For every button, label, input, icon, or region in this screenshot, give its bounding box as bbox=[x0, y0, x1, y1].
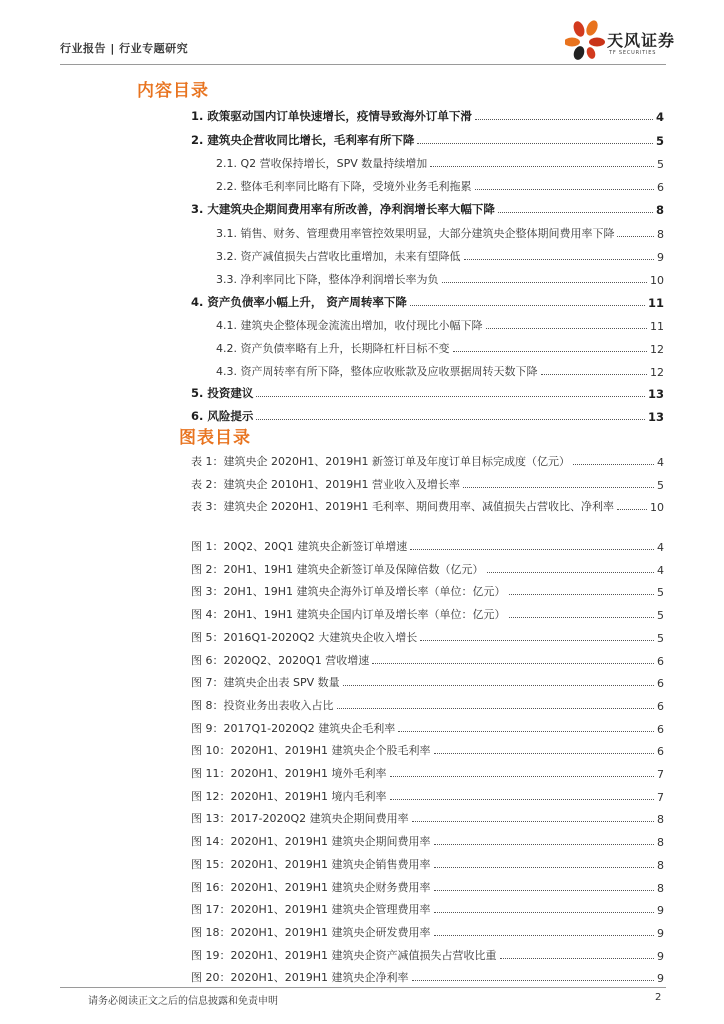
logo-text-en: TF SECURITIES bbox=[609, 50, 657, 56]
entry-page-number: 8 bbox=[655, 203, 664, 217]
dot-leader bbox=[617, 236, 654, 237]
entry-page-number: 6 bbox=[657, 723, 664, 736]
dot-leader bbox=[463, 487, 654, 488]
entry-page-number: 7 bbox=[657, 791, 664, 804]
company-logo bbox=[565, 20, 675, 60]
figure-entry[interactable] bbox=[191, 806, 664, 826]
dot-leader bbox=[486, 328, 648, 329]
toc-entry[interactable] bbox=[216, 267, 664, 287]
entry-page-number: 6 bbox=[657, 181, 664, 194]
entry-label: 图 14：2020H1、2019H1 建筑央企期间费用率 bbox=[191, 835, 431, 848]
dot-leader bbox=[417, 143, 653, 144]
dot-leader bbox=[434, 844, 654, 845]
figure-entry[interactable] bbox=[191, 761, 664, 781]
entry-label: 图 19：2020H1、2019H1 建筑央企资产减值损失占营收比重 bbox=[191, 949, 497, 962]
toc-entry[interactable] bbox=[216, 174, 664, 194]
dot-leader bbox=[410, 549, 654, 550]
toc-entry[interactable] bbox=[191, 381, 664, 401]
toc-entry[interactable] bbox=[191, 197, 664, 217]
entry-page-number: 13 bbox=[647, 410, 664, 424]
dot-leader bbox=[434, 753, 654, 754]
figure-entry[interactable] bbox=[191, 670, 664, 690]
dot-leader bbox=[541, 374, 648, 375]
dot-leader bbox=[434, 912, 654, 913]
entry-page-number: 4 bbox=[655, 110, 664, 124]
entry-label: 4. 资产负债率小幅上升， 资产周转率下降 bbox=[191, 295, 407, 309]
entry-label: 6. 风险提示 bbox=[191, 409, 254, 423]
footer-divider bbox=[60, 987, 666, 988]
dot-leader bbox=[434, 890, 654, 891]
entry-label: 图 10：2020H1、2019H1 建筑央企个股毛利率 bbox=[191, 744, 431, 757]
dot-leader bbox=[475, 119, 653, 120]
figures-title: 图表目录 bbox=[179, 428, 251, 448]
toc-entry[interactable] bbox=[191, 128, 664, 148]
entry-label: 图 8：投资业务出表收入占比 bbox=[191, 699, 334, 712]
entry-page-number: 11 bbox=[647, 296, 664, 310]
dot-leader bbox=[434, 867, 654, 868]
entry-label: 图 13：2017-2020Q2 建筑央企期间费用率 bbox=[191, 812, 409, 825]
figure-entry[interactable] bbox=[191, 449, 664, 469]
entry-label: 5. 投资建议 bbox=[191, 386, 254, 400]
dot-leader bbox=[430, 166, 654, 167]
entry-page-number: 5 bbox=[657, 609, 664, 622]
figure-entry[interactable] bbox=[191, 738, 664, 758]
figure-entry[interactable] bbox=[191, 693, 664, 713]
entry-label: 表 3：建筑央企 2020H1、2019H1 毛利率、期间费用率、减值损失占营收比、净利率 bbox=[191, 500, 615, 513]
entry-page-number: 10 bbox=[650, 274, 664, 287]
dot-leader bbox=[420, 640, 654, 641]
entry-page-number: 12 bbox=[650, 343, 664, 356]
entry-label: 图 2：20H1、19H1 建筑央企新签订单及保障倍数（亿元） bbox=[191, 563, 484, 576]
header-breadcrumb: 行业报告 | 行业专题研究 bbox=[60, 42, 189, 55]
entry-page-number: 8 bbox=[657, 859, 664, 872]
figure-entry[interactable] bbox=[191, 648, 664, 668]
entry-page-number: 9 bbox=[657, 950, 664, 963]
toc-title: 内容目录 bbox=[137, 81, 209, 101]
entry-page-number: 13 bbox=[647, 387, 664, 401]
entry-page-number: 4 bbox=[657, 564, 664, 577]
entry-page-number: 11 bbox=[650, 320, 664, 333]
dot-leader bbox=[434, 935, 654, 936]
dot-leader bbox=[464, 259, 655, 260]
entry-page-number: 7 bbox=[657, 768, 664, 781]
entry-label: 图 15：2020H1、2019H1 建筑央企销售费用率 bbox=[191, 858, 431, 871]
dot-leader bbox=[343, 685, 654, 686]
dot-leader bbox=[390, 776, 654, 777]
figure-entry[interactable] bbox=[191, 784, 664, 804]
dot-leader bbox=[256, 396, 645, 397]
figure-entry[interactable] bbox=[191, 625, 664, 645]
entry-label: 4.1. 建筑央企整体现金流流出增加，收付现比小幅下降 bbox=[216, 319, 483, 332]
dot-leader bbox=[410, 305, 645, 306]
entry-label: 3. 大建筑央企期间费用率有所改善，净利润增长率大幅下降 bbox=[191, 202, 495, 216]
figure-entry[interactable] bbox=[191, 875, 664, 895]
entry-page-number: 12 bbox=[650, 366, 664, 379]
toc-entry[interactable] bbox=[216, 244, 664, 264]
dot-leader bbox=[337, 708, 655, 709]
toc-entry[interactable] bbox=[216, 221, 664, 241]
figure-entry[interactable] bbox=[191, 943, 664, 963]
entry-label: 表 1：建筑央企 2020H1、2019H1 新签订单及年度订单目标完成度（亿元） bbox=[191, 455, 571, 468]
dot-leader bbox=[573, 464, 654, 465]
entry-label: 图 3：20H1、19H1 建筑央企海外订单及增长率（单位：亿元） bbox=[191, 585, 506, 598]
figure-entry[interactable] bbox=[191, 852, 664, 872]
toc-entry[interactable] bbox=[216, 359, 664, 379]
dot-leader bbox=[412, 821, 654, 822]
entry-label: 图 4：20H1、19H1 建筑央企国内订单及增长率（单位：亿元） bbox=[191, 608, 506, 621]
dot-leader bbox=[509, 617, 654, 618]
entry-page-number: 8 bbox=[657, 882, 664, 895]
entry-label: 图 1：20Q2、20Q1 建筑央企新签订单增速 bbox=[191, 540, 408, 553]
header-divider bbox=[60, 64, 666, 65]
entry-label: 3.2. 资产减值损失占营收比重增加，未来有望降低 bbox=[216, 250, 461, 263]
figure-entry[interactable] bbox=[191, 829, 664, 849]
entry-label: 图 5：2016Q1-2020Q2 大建筑央企收入增长 bbox=[191, 631, 418, 644]
figure-entry[interactable] bbox=[191, 920, 664, 940]
footer-disclaimer: 请务必阅读正文之后的信息披露和免责申明 bbox=[88, 996, 278, 1007]
logo-text-cn: 天风证券 bbox=[607, 31, 676, 50]
entry-label: 图 12：2020H1、2019H1 境内毛利率 bbox=[191, 790, 387, 803]
entry-label: 2.2. 整体毛利率同比略有下降，受境外业务毛利拖累 bbox=[216, 180, 472, 193]
page-number: 2 bbox=[655, 992, 662, 1003]
entry-page-number: 9 bbox=[657, 904, 664, 917]
toc-entry[interactable] bbox=[191, 404, 664, 424]
flower-logo-icon bbox=[565, 20, 605, 60]
dot-leader bbox=[372, 663, 654, 664]
entry-page-number: 8 bbox=[657, 813, 664, 826]
entry-label: 2.1. Q2 营收保持增长，SPV 数量持续增加 bbox=[216, 157, 428, 170]
dot-leader bbox=[475, 189, 655, 190]
entry-label: 1. 政策驱动国内订单快速增长，疫情导致海外订单下滑 bbox=[191, 109, 472, 123]
entry-page-number: 4 bbox=[657, 456, 664, 469]
entry-page-number: 5 bbox=[657, 586, 664, 599]
entry-page-number: 5 bbox=[657, 479, 664, 492]
figure-entry[interactable] bbox=[191, 472, 664, 492]
dot-leader bbox=[390, 799, 654, 800]
dot-leader bbox=[617, 509, 647, 510]
entry-label: 3.1. 销售、财务、管理费用率管控效果明显，大部分建筑央企整体期间费用率下降 bbox=[216, 227, 615, 240]
entry-label: 4.3. 资产周转率有所下降，整体应收账款及应收票据周转天数下降 bbox=[216, 365, 538, 378]
entry-page-number: 5 bbox=[657, 158, 664, 171]
entry-page-number: 4 bbox=[657, 541, 664, 554]
figure-entry[interactable] bbox=[191, 579, 664, 599]
entry-label: 图 18：2020H1、2019H1 建筑央企研发费用率 bbox=[191, 926, 431, 939]
figure-entry[interactable] bbox=[191, 716, 664, 736]
dot-leader bbox=[398, 731, 654, 732]
toc-entry[interactable] bbox=[191, 104, 664, 124]
dot-leader bbox=[256, 419, 645, 420]
entry-page-number: 6 bbox=[657, 745, 664, 758]
dot-leader bbox=[412, 980, 654, 981]
entry-page-number: 6 bbox=[657, 700, 664, 713]
figure-entry[interactable] bbox=[191, 534, 664, 554]
entry-page-number: 8 bbox=[657, 836, 664, 849]
entry-page-number: 5 bbox=[657, 632, 664, 645]
toc-entry[interactable] bbox=[191, 290, 664, 310]
entry-label: 图 17：2020H1、2019H1 建筑央企管理费用率 bbox=[191, 903, 431, 916]
dot-leader bbox=[453, 351, 648, 352]
dot-leader bbox=[442, 282, 648, 283]
entry-label: 3.3. 净利率同比下降，整体净利润增长率为负 bbox=[216, 273, 439, 286]
entry-label: 图 7：建筑央企出表 SPV 数量 bbox=[191, 676, 340, 689]
entry-page-number: 6 bbox=[657, 655, 664, 668]
entry-page-number: 9 bbox=[657, 972, 664, 985]
entry-label: 图 11：2020H1、2019H1 境外毛利率 bbox=[191, 767, 387, 780]
figure-entry[interactable] bbox=[191, 494, 664, 514]
entry-label: 图 9：2017Q1-2020Q2 建筑央企毛利率 bbox=[191, 722, 396, 735]
dot-leader bbox=[498, 212, 653, 213]
entry-page-number: 9 bbox=[657, 251, 664, 264]
figure-entry[interactable] bbox=[191, 897, 664, 917]
entry-page-number: 9 bbox=[657, 927, 664, 940]
entry-label: 图 6：2020Q2、2020Q1 营收增速 bbox=[191, 654, 370, 667]
entry-page-number: 6 bbox=[657, 677, 664, 690]
entry-label: 2. 建筑央企营收同比增长，毛利率有所下降 bbox=[191, 133, 415, 147]
dot-leader bbox=[487, 572, 654, 573]
entry-label: 表 2：建筑央企 2010H1、2019H1 营业收入及增长率 bbox=[191, 478, 461, 491]
entry-label: 图 20：2020H1、2019H1 建筑央企净利率 bbox=[191, 971, 409, 984]
toc-entry[interactable] bbox=[216, 151, 664, 171]
toc-entry[interactable] bbox=[216, 313, 664, 333]
figure-entry[interactable] bbox=[191, 965, 664, 985]
entry-label: 4.2. 资产负债率略有上升，长期降杠杆目标不变 bbox=[216, 342, 450, 355]
entry-page-number: 5 bbox=[655, 134, 664, 148]
entry-page-number: 10 bbox=[650, 501, 664, 514]
figure-entry[interactable] bbox=[191, 557, 664, 577]
toc-entry[interactable] bbox=[216, 336, 664, 356]
entry-page-number: 8 bbox=[657, 228, 664, 241]
dot-leader bbox=[500, 958, 654, 959]
dot-leader bbox=[509, 594, 654, 595]
entry-label: 图 16：2020H1、2019H1 建筑央企财务费用率 bbox=[191, 881, 431, 894]
figure-entry[interactable] bbox=[191, 602, 664, 622]
